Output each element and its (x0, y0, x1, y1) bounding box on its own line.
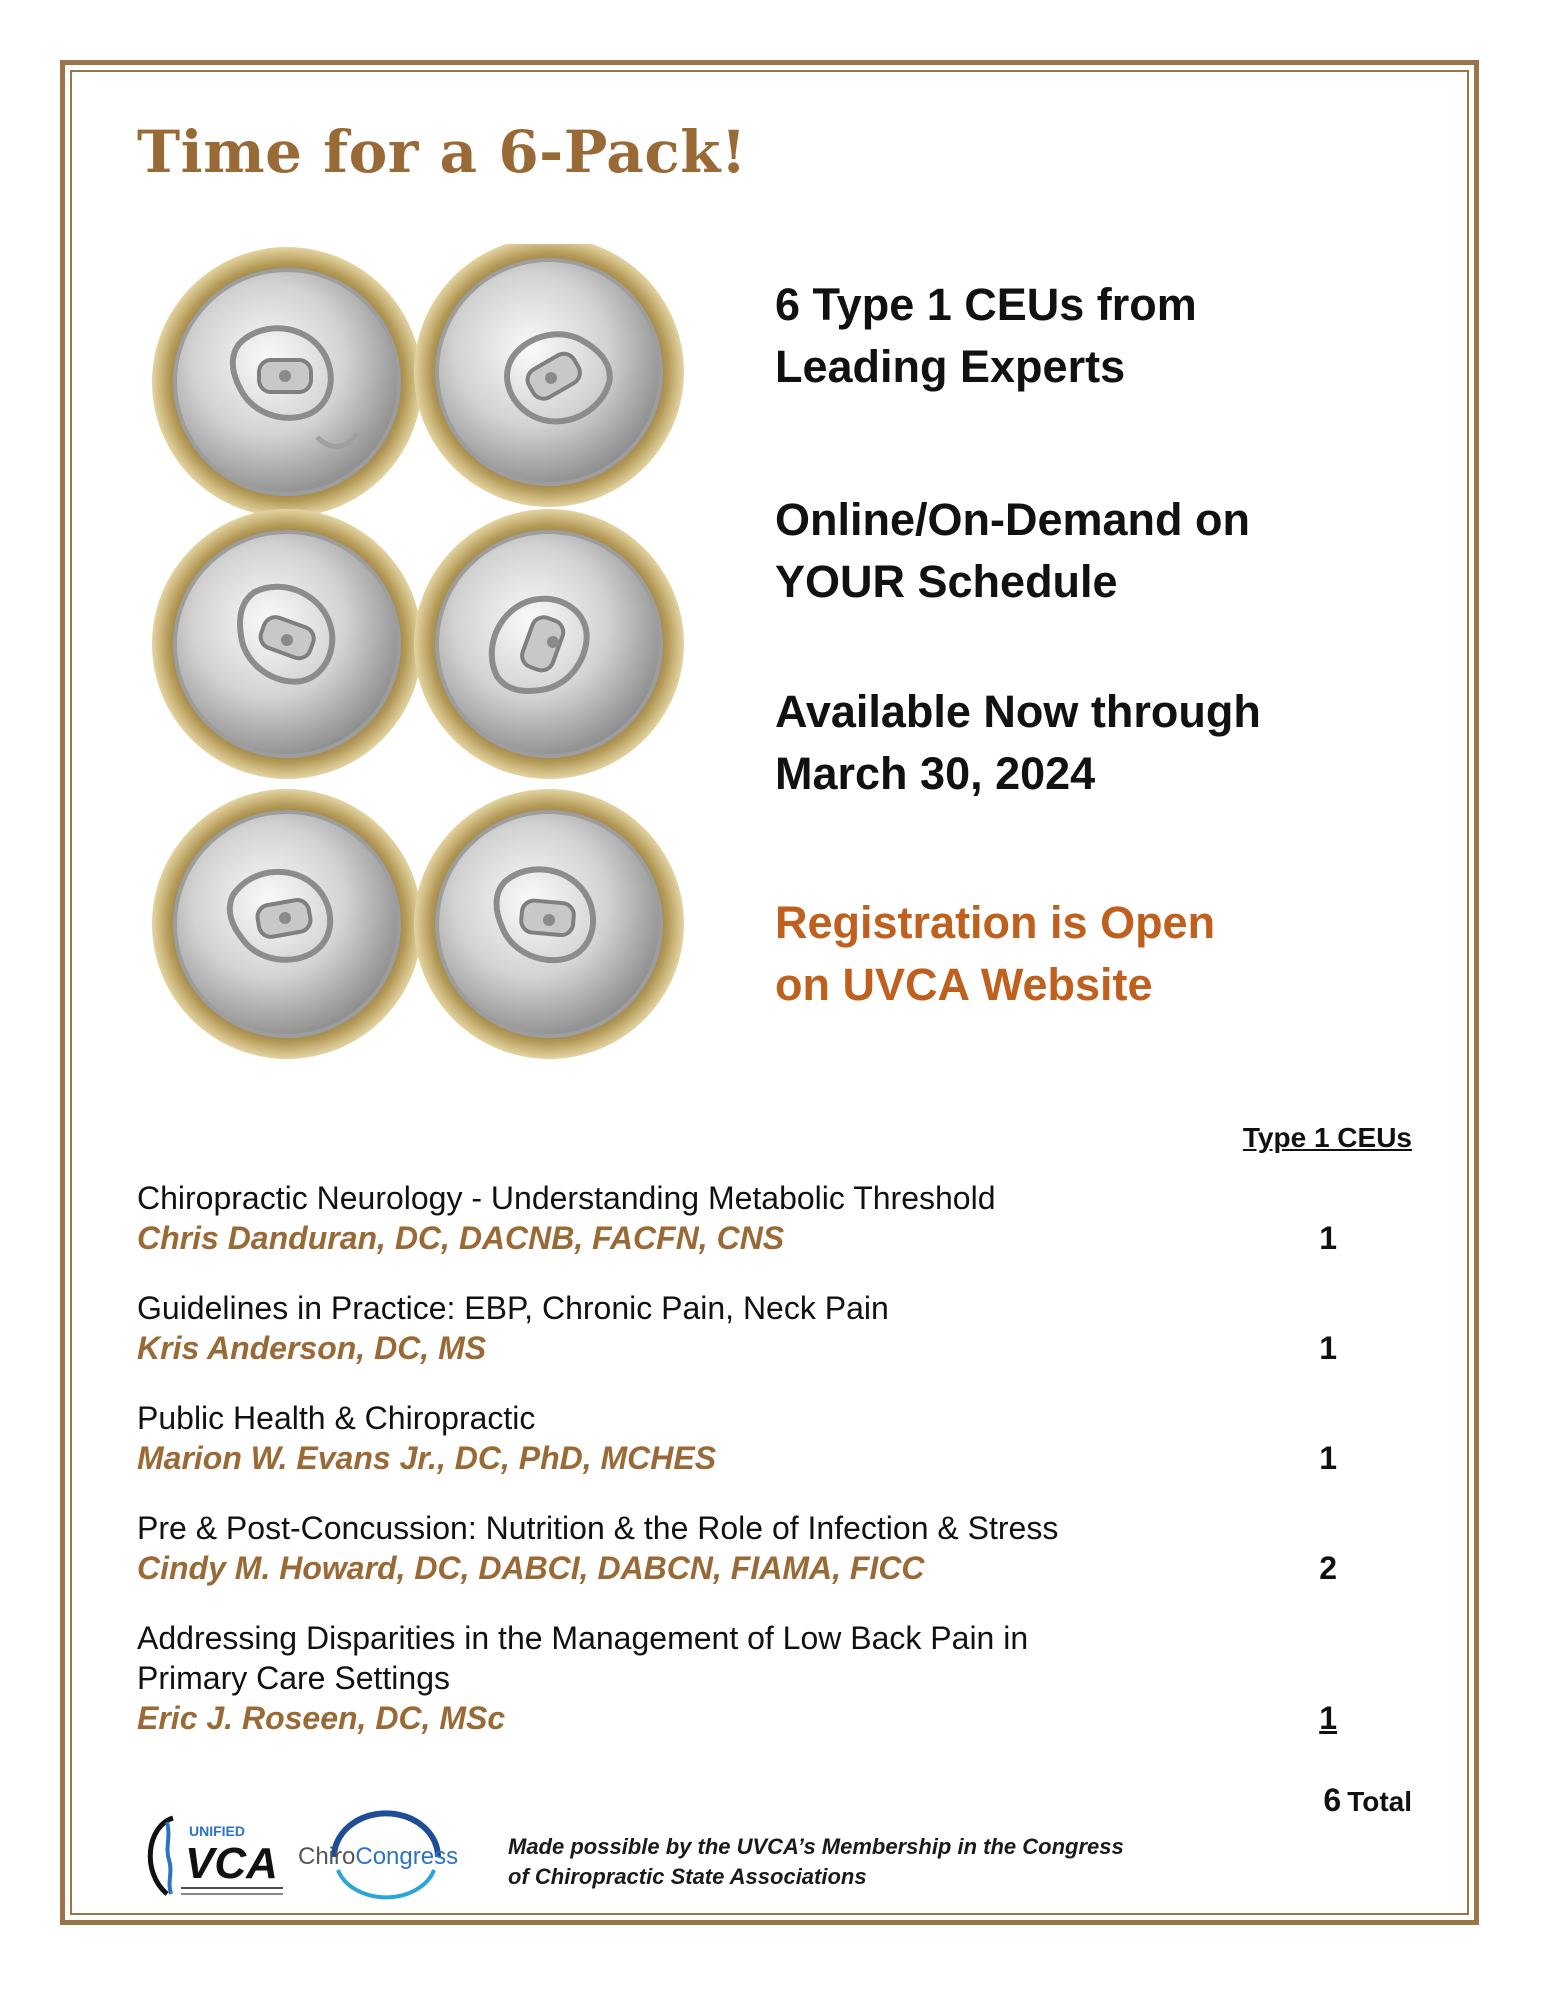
course-ceu-value: 1 (1319, 1440, 1337, 1476)
course-ceu-value: 1 (1319, 1220, 1337, 1256)
chiro-logo-part2: Congress (355, 1843, 459, 1870)
feature-online: Online/On-Demand on YOUR Schedule (775, 494, 1251, 607)
ceu-column-header: Type 1 CEUs (1242, 1122, 1412, 1153)
course-speaker: Cindy M. Howard, DC, DABCI, DABCN, FIAMA, FICC (137, 1550, 925, 1586)
uvca-logo-unified: UNIFIED (189, 1823, 245, 1839)
course-title-continued: Primary Care Settings (137, 1660, 450, 1696)
course-row (137, 1508, 1412, 1588)
footnote: Made possible by the UVCA’s Membership in the Congress of Chiropractic State Associations (508, 1834, 1124, 1889)
course-title: Public Health & Chiropractic (137, 1400, 536, 1436)
course-title: Chiropractic Neurology - Understanding Metabolic Threshold (137, 1180, 996, 1216)
can-icon (414, 789, 684, 1059)
course-speaker: Marion W. Evans Jr., DC, PhD, MCHES (137, 1440, 717, 1476)
course-speaker: Chris Danduran, DC, DACNB, FACFN, CNS (137, 1220, 785, 1256)
chiro-congress-logo (298, 1808, 473, 1906)
course-speaker: Eric J. Roseen, DC, MSc (137, 1700, 506, 1736)
can-icon (152, 247, 422, 517)
course-ceu-value: 1 (1319, 1330, 1337, 1366)
ceu-total (1300, 1782, 1412, 1819)
course-ceu-value: 1 (1319, 1700, 1337, 1736)
headline: Time for a 6-Pack! (137, 118, 747, 186)
feature-ceus: 6 Type 1 CEUs from Leading Experts (775, 279, 1197, 392)
svg-text:ChiroCongress (298, 1843, 458, 1870)
course-title: Pre & Post-Concussion: Nutrition & the Role of Infection & Stress (137, 1510, 1059, 1546)
course-row (137, 1178, 1412, 1258)
course-title: Addressing Disparities in the Management of Low Back Pain in (137, 1620, 1029, 1656)
total-value: 6 (1323, 1782, 1342, 1818)
uvca-logo (137, 1812, 287, 1902)
can-icon (414, 509, 684, 779)
course-title: Guidelines in Practice: EBP, Chronic Pain, Neck Pain (137, 1290, 889, 1326)
can-icon (152, 789, 422, 1059)
course-speaker: Kris Anderson, DC, MS (137, 1330, 487, 1366)
uvca-logo-vca: VCA (185, 1839, 278, 1888)
course-row (137, 1618, 1412, 1738)
chiro-logo-part1: Chiro (298, 1843, 356, 1870)
feature-available: Available Now through March 30, 2024 (775, 686, 1261, 799)
registration-callout: Registration is Open on UVCA Website (775, 897, 1216, 1010)
course-row (137, 1288, 1412, 1368)
can-icon (152, 509, 422, 779)
six-pack-cans-photo (137, 244, 744, 1064)
can-icon (414, 244, 684, 507)
course-row (137, 1398, 1412, 1478)
total-label: Total (1347, 1786, 1412, 1817)
course-ceu-value: 2 (1319, 1550, 1337, 1586)
